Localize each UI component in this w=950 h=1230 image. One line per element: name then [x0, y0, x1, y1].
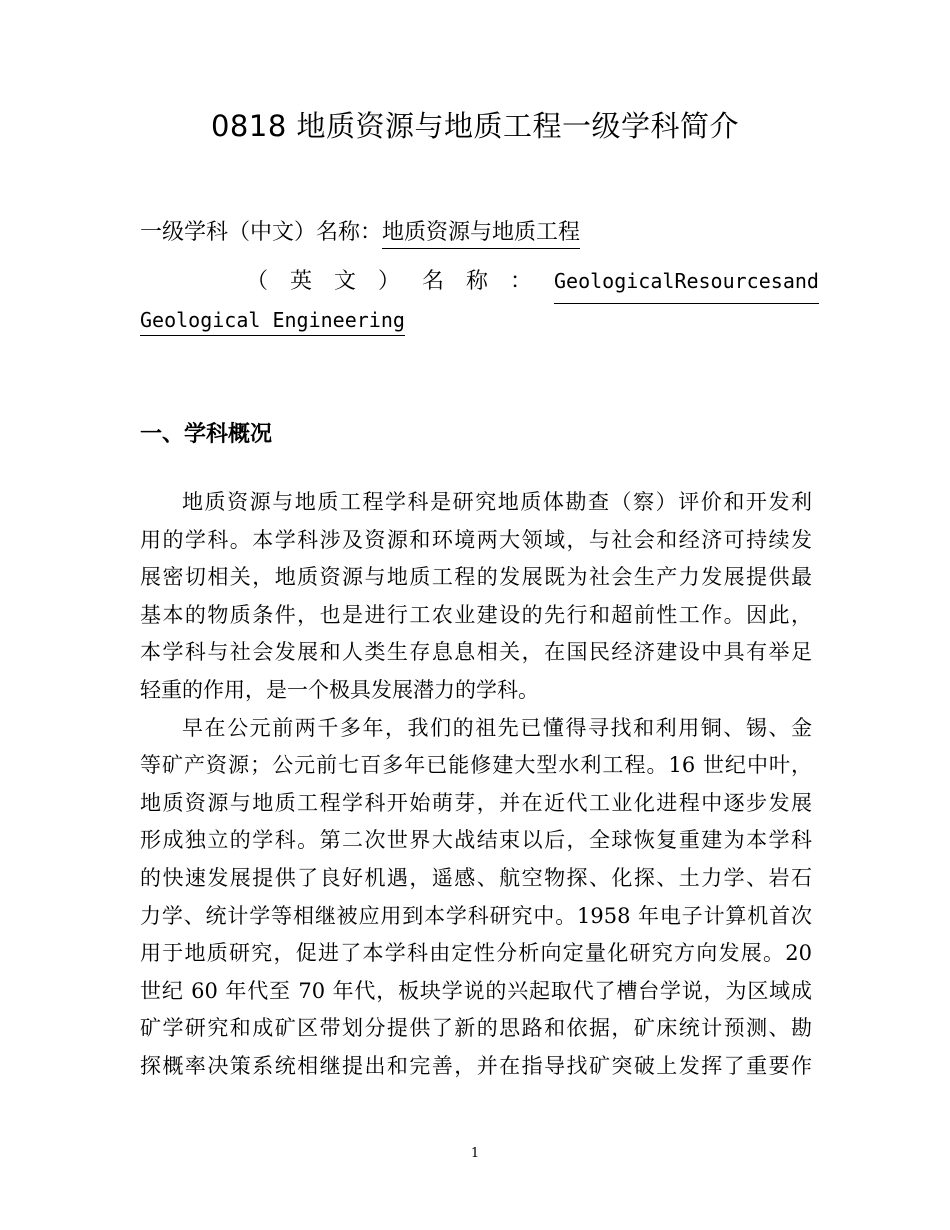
text-line: 世纪 60 年代至 70 年代，板块学说的兴起取代了槽台学说，为区域成	[140, 978, 812, 1003]
discipline-cn-value: 地质资源与地质工程	[382, 220, 580, 249]
discipline-en-row	[246, 262, 819, 304]
discipline-cn-row	[140, 214, 812, 252]
section-heading: 一、学科概况	[140, 422, 273, 447]
text-line: 探概率决策系统相继提出和完善，并在指导找矿突破上发挥了重要作	[140, 1053, 812, 1078]
text-line: 用的学科。本学科涉及资源和环境两大领域，与社会和经济可持续发	[140, 527, 812, 552]
en-word-1: Geological	[554, 269, 675, 293]
en-word-3: and	[782, 269, 819, 293]
text-line: 地质资源与地质工程学科是研究地质体勘查（察）评价和开发利	[182, 490, 812, 514]
text-line: 早在公元前两千多年，我们的祖先已懂得寻找和利用铜、锡、金	[182, 715, 812, 740]
text-line: 轻重的作用，是一个极具发展潜力的学科。	[140, 677, 539, 702]
discipline-en-value-line2: Geological Engineering	[140, 308, 405, 336]
discipline-en-value-line1	[554, 262, 819, 304]
en-word-2: Resources	[674, 269, 783, 293]
text-line: 基本的物质条件，也是进行工农业建设的先行和超前性工作。因此，	[140, 602, 812, 627]
text-line: 地质资源与地质工程学科开始萌芽，并在近代工业化进程中逐步发展	[140, 790, 812, 815]
page-title: 0818 地质资源与地质工程一级学科简介	[210, 109, 740, 143]
text-line: 展密切相关，地质资源与地质工程的发展既为社会生产力发展提供最	[140, 565, 812, 590]
text-line: 等矿产资源；公元前七百多年已能修建大型水利工程。16 世纪中叶，	[140, 753, 812, 778]
text-line: 用于地质研究，促进了本学科由定性分析向定量化研究方向发展。20	[140, 941, 812, 966]
text-line: 形成独立的学科。第二次世界大战结束以后，全球恢复重建为本学科	[140, 828, 812, 853]
page-number: 1	[470, 1146, 480, 1161]
text-line: 的快速发展提供了良好机遇，遥感、航空物探、化探、土力学、岩石	[140, 865, 812, 890]
text-line: 矿学研究和成矿区带划分提供了新的思路和依据，矿床统计预测、勘	[140, 1016, 812, 1041]
section-body	[140, 484, 812, 1086]
text-line: 力学、统计学等相继被应用到本学科研究中。1958 年电子计算机首次	[140, 903, 812, 928]
discipline-en-label: （英文）名称：	[246, 269, 555, 294]
discipline-cn-label: 一级学科（中文）名称：	[140, 220, 383, 245]
discipline-en-row-2	[140, 301, 812, 340]
text-line: 本学科与社会发展和人类生存息息相关，在国民经济建设中具有举足	[140, 640, 812, 665]
